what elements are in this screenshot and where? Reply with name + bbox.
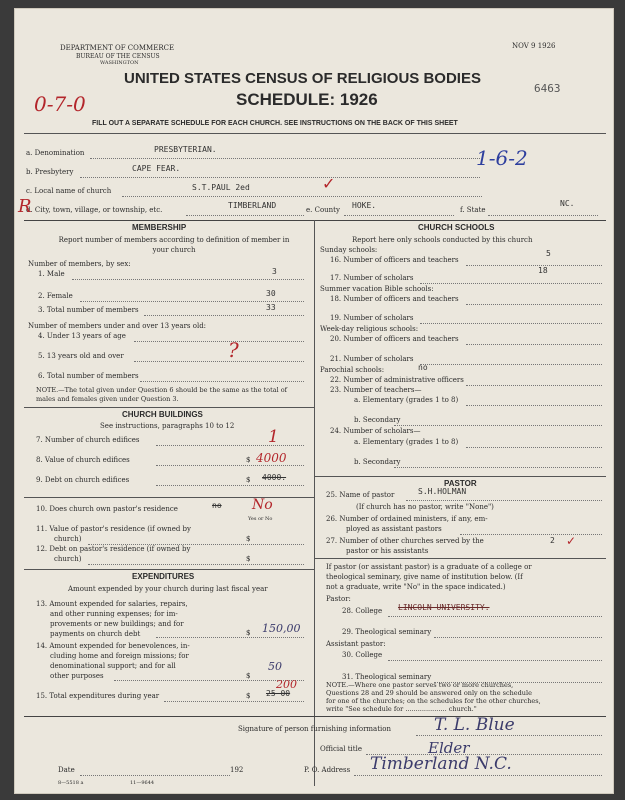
q10-value: no <box>212 501 222 510</box>
q23-label: 23. Number of teachers— <box>330 386 422 394</box>
q26-label-line2: ployed as assistant pastors <box>346 525 442 533</box>
q5-label: 5. 13 years old and over <box>38 352 124 360</box>
q25-label: 25. Name of pastor <box>326 491 395 499</box>
po-address-value: Timberland N.C. <box>370 754 512 774</box>
date-label: Date <box>58 766 75 774</box>
date-year: 192 <box>230 766 244 774</box>
graduate-instructions: If pastor (or assistant pastor) is a graduate of a college or theological seminary, give name of institution below. (If not a graduate, write "No" in the space indicated.) <box>326 563 532 591</box>
q9-value: 4000. <box>262 473 287 482</box>
handwritten-code-red: 0-7-0 <box>34 92 86 116</box>
handwritten-code-blue: 1-6-2 <box>476 146 528 170</box>
q13-dollar: $ <box>246 629 251 637</box>
q7-label: 7. Number of church edifices <box>36 436 140 444</box>
q15-dollar: $ <box>246 692 251 700</box>
q23a-label: a. Elementary (grades 1 to 8) <box>354 396 459 404</box>
q13-label: 13. Amount expended for salaries, repairs, and other running expenses; for im- provements or new buildings; and for payments on church debt <box>36 600 188 638</box>
q8-value: 4000 <box>256 451 287 465</box>
form-title: UNITED STATES CENSUS OF RELIGIOUS BODIES <box>124 70 481 87</box>
census-schedule-form <box>14 8 614 794</box>
print-number: 11—9644 <box>130 780 155 786</box>
county-label: e. County <box>306 206 340 214</box>
pastor-note: NOTE.—Where one pastor serves two or more churches, Questions 28 and 29 should be answered only on the schedule for one of the churches; on the schedules for the other churches, write "See schedule for .................... church." <box>326 681 541 713</box>
q19-label: 19. Number of scholars <box>330 314 414 322</box>
form-number: 8—5518 a <box>58 780 84 786</box>
q17-value: 18 <box>538 266 548 275</box>
yes-no-hint: Yes or No <box>248 516 273 522</box>
q28-value: LINCOLN UNIVERSITY. <box>398 603 490 612</box>
q27-value: 2 <box>550 536 555 545</box>
q1-label: 1. Male <box>38 270 65 278</box>
local-name-label: c. Local name of church <box>26 187 112 195</box>
q11-label-line1: 11. Value of pastor's residence (if owned by <box>36 525 191 533</box>
q16-label: 16. Number of officers and teachers <box>330 256 459 264</box>
q17-label: 17. Number of scholars <box>330 274 414 282</box>
q30-label: 30. College <box>342 651 383 659</box>
q29-label: 29. Theological seminary <box>342 628 432 636</box>
fill-instruction: FILL OUT A SEPARATE SCHEDULE FOR EACH CHURCH. SEE INSTRUCTIONS ON THE BACK OF THIS SHEET <box>92 120 458 127</box>
q27-label-line2: pastor or his assistants <box>346 547 429 555</box>
official-title-label: Official title <box>320 745 362 753</box>
parochial-label: Parochial schools: <box>320 366 385 374</box>
dept-name: DEPARTMENT OF COMMERCE <box>60 44 175 52</box>
weekday-label: Week-day religious schools: <box>320 325 419 333</box>
q28-label: 28. College <box>342 607 383 615</box>
stamp-number: 6463 <box>534 82 561 95</box>
q7-value: 1 <box>268 427 279 447</box>
q15-value: 25 00 <box>266 689 291 698</box>
signature-value: T. L. Blue <box>434 715 515 735</box>
q1-value: 3 <box>272 267 277 276</box>
red-margin-mark: R <box>18 196 32 217</box>
denomination-value: PRESBYTERIAN. <box>154 145 217 154</box>
buildings-title: CHURCH BUILDINGS <box>122 410 203 419</box>
membership-note: NOTE.—The total given under Question 6 should be the same as the total of males and females given under Question 3. <box>36 386 288 403</box>
pastor-title: PASTOR <box>444 479 477 488</box>
schools-intro: Report here only schools conducted by this church <box>352 236 533 244</box>
city-label: d. City, town, village, or township, etc. <box>26 206 163 214</box>
signature-label: Signature of person furnishing information <box>238 725 392 733</box>
q18-label: 18. Number of officers and teachers <box>330 295 459 303</box>
q10-label: 10. Does church own pastor's residence <box>36 505 178 513</box>
q8-label: 8. Value of church edifices <box>36 456 130 464</box>
q12-label-line2: church) <box>54 555 82 563</box>
buildings-sub: See instructions, paragraphs 10 to 12 <box>100 422 235 430</box>
q6-label: 6. Total number of members <box>38 372 139 380</box>
parochial-value: no <box>418 363 428 372</box>
state-label: f. State <box>460 206 486 214</box>
q2-label: 2. Female <box>38 292 73 300</box>
q13-value: 150,00 <box>262 622 301 635</box>
q26-label-line1: 26. Number of ordained ministers, if any, em- <box>326 515 488 523</box>
denomination-label: a. Denomination <box>26 149 85 157</box>
q25-note: (If church has no pastor, write "None") <box>356 503 494 511</box>
membership-intro: Report number of members according to definition of member in your church <box>58 236 290 254</box>
state-value: NC. <box>560 199 575 208</box>
q3-value: 33 <box>266 303 276 312</box>
q24b-label: b. Secondary <box>354 458 401 466</box>
sunday-label: Sunday schools: <box>320 246 378 254</box>
q15-label: 15. Total expenditures during year <box>36 692 160 700</box>
received-stamp-date: NOV 9 1926 <box>512 42 556 50</box>
q14-value: 50 <box>268 660 282 673</box>
q21-label: 21. Number of scholars <box>330 355 414 363</box>
q15-value-hand: 200 <box>276 678 297 691</box>
q4-label: 4. Under 13 years of age <box>38 332 126 340</box>
q16-value: 5 <box>546 249 551 258</box>
expenditures-sub: Amount expended by your church during last fiscal year <box>68 585 268 593</box>
q27-label-line1: 27. Number of other churches served by the <box>326 537 484 545</box>
q8-dollar: $ <box>246 456 251 464</box>
membership-title: MEMBERSHIP <box>132 223 187 232</box>
summer-label: Summer vacation Bible schools: <box>320 285 434 293</box>
schedule-title: SCHEDULE: 1926 <box>236 90 378 109</box>
presbytery-label: b. Presbytery <box>26 168 74 176</box>
q9-dollar: $ <box>246 476 251 484</box>
county-value: HOKE. <box>352 201 377 210</box>
red-check-mark: ✓ <box>322 174 336 193</box>
bureau-name: BUREAU OF THE CENSUS <box>76 53 160 60</box>
q12-dollar: $ <box>246 555 251 563</box>
assistant-label: Assistant pastor: <box>326 640 386 648</box>
red-scribble-mark: ? <box>228 338 239 362</box>
q22-label: 22. Number of administrative officers <box>330 376 464 384</box>
q20-label: 20. Number of officers and teachers <box>330 335 459 343</box>
q23b-label: b. Secondary <box>354 416 401 424</box>
q14-dollar: $ <box>246 672 251 680</box>
city-name: WASHINGTON <box>100 60 139 66</box>
q27-check-mark: ✓ <box>566 534 577 548</box>
q3-label: 3. Total number of members <box>38 306 139 314</box>
by-sex-label: Number of members, by sex: <box>28 260 131 268</box>
pastor-label: Pastor: <box>326 595 351 603</box>
q10-value-hand: No <box>252 497 273 513</box>
presbytery-value: CAPE FEAR. <box>132 164 181 173</box>
q31-label: 31. Theological seminary <box>342 673 432 681</box>
q24a-label: a. Elementary (grades 1 to 8) <box>354 438 459 446</box>
q11-dollar: $ <box>246 535 251 543</box>
expenditures-title: EXPENDITURES <box>132 572 195 581</box>
po-address-label: P. O. Address <box>304 766 351 774</box>
q2-value: 30 <box>266 289 276 298</box>
q9-label: 9. Debt on church edifices <box>36 476 130 484</box>
q25-value: S.H.HOLMAN <box>418 487 467 496</box>
schools-title: CHURCH SCHOOLS <box>418 223 495 232</box>
local-name-value: S.T.PAUL 2ed <box>192 183 250 192</box>
official-title-value: Elder <box>428 739 470 757</box>
q12-label-line1: 12. Debt on pastor's residence (if owned by <box>36 545 191 553</box>
q24-label: 24. Number of scholars— <box>330 427 421 435</box>
city-value: TIMBERLAND <box>228 201 277 210</box>
q11-label-line2: church) <box>54 535 82 543</box>
q14-label: 14. Amount expended for benevolences, in- cluding home and foreign missions; for denominational support; and for all other purposes <box>36 642 190 680</box>
under-over-label: Number of members under and over 13 years old: <box>28 322 207 330</box>
